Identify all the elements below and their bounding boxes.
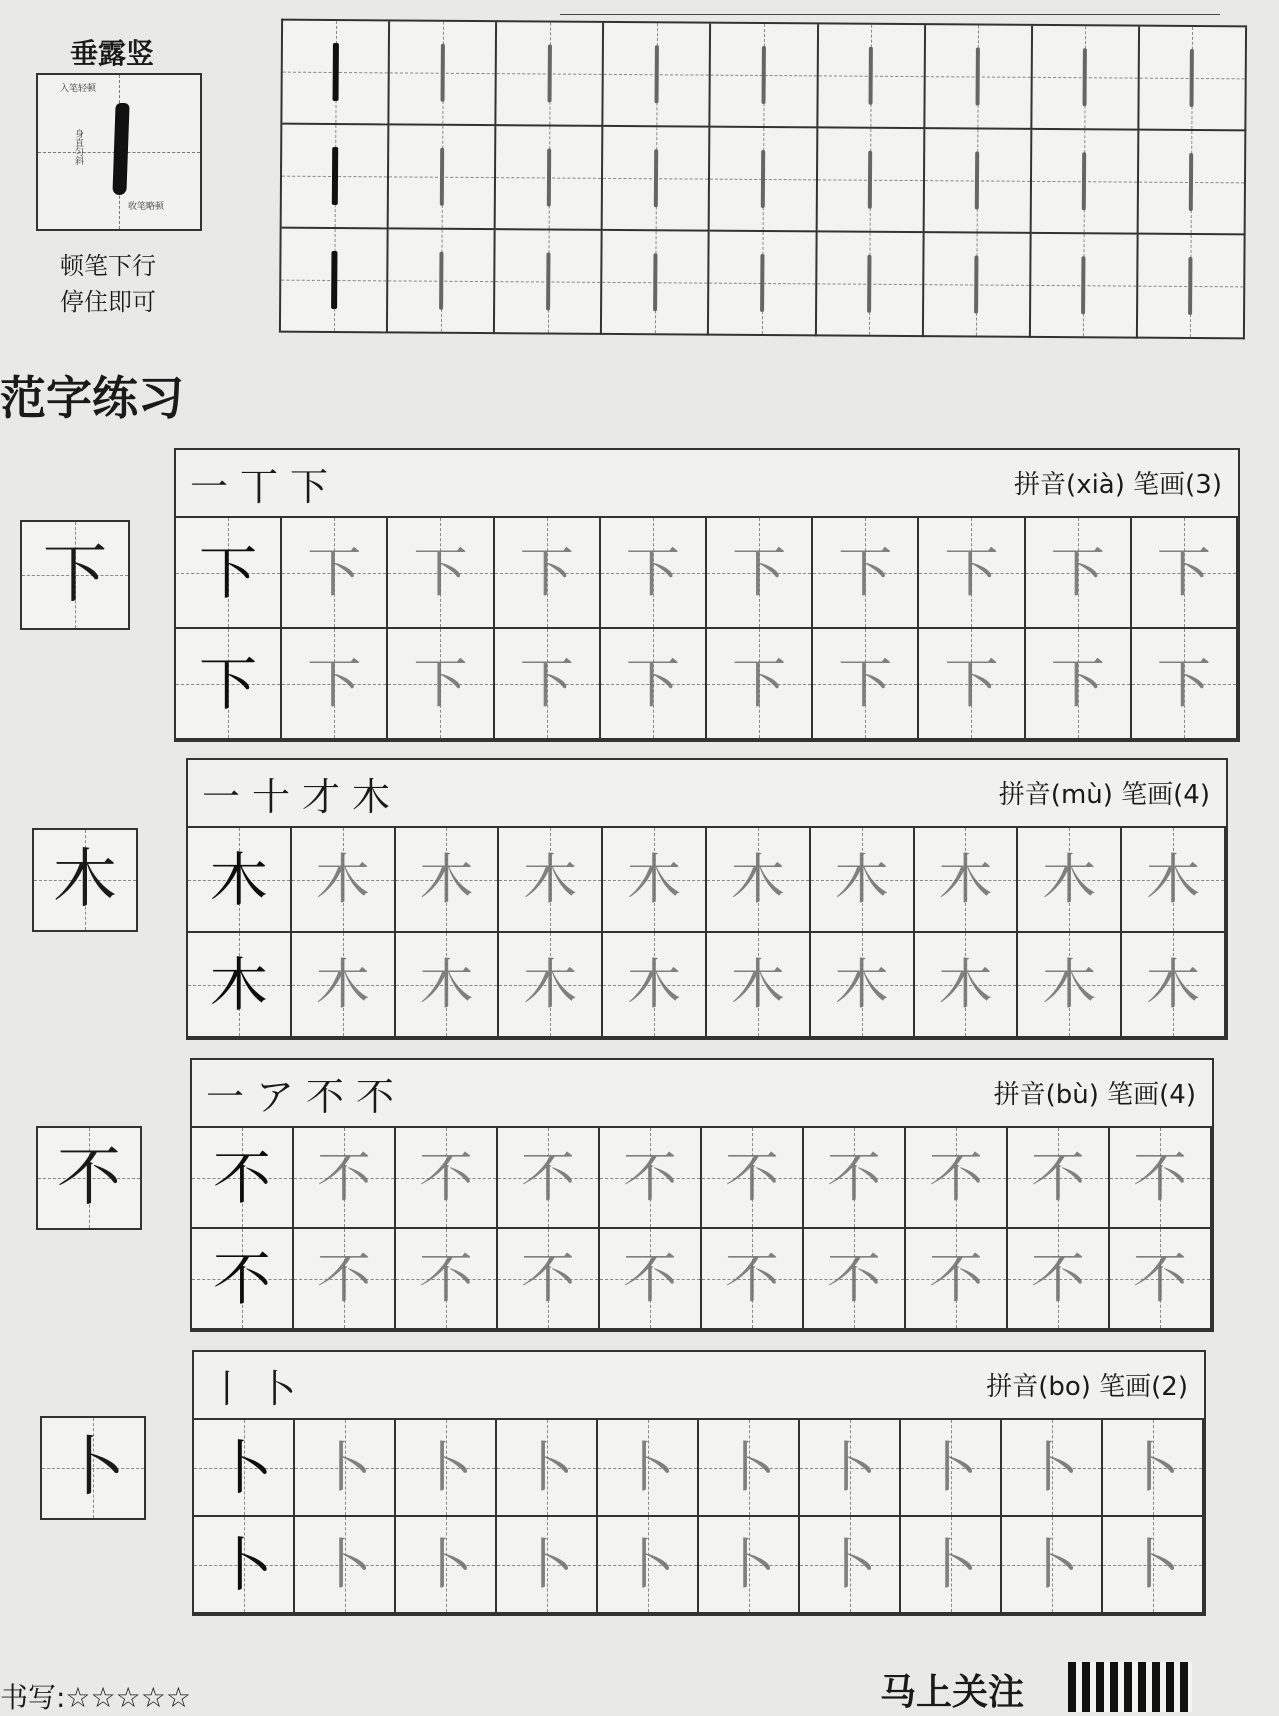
traced-character: 不 [623, 1246, 677, 1310]
practice-cell[interactable] [499, 933, 603, 1038]
traced-character: 下 [732, 540, 787, 604]
vertical-stroke-mark [331, 251, 337, 309]
traced-character: 木 [730, 952, 785, 1016]
traced-character: 卜 [923, 1435, 978, 1499]
practice-cell[interactable] [901, 1517, 1002, 1614]
traced-character: 下 [413, 651, 468, 715]
practice-cell[interactable] [800, 1420, 901, 1517]
practice-cell[interactable] [1002, 1517, 1103, 1614]
stroke-practice-cell[interactable] [1139, 27, 1247, 132]
stroke-order-step: 丨 [208, 1367, 259, 1411]
stroke-count-label: 笔画(2) [1099, 1372, 1188, 1402]
traced-character: 木 [938, 952, 993, 1016]
stroke-practice-cell[interactable] [282, 125, 390, 230]
practice-cell[interactable] [919, 518, 1025, 629]
stroke-name: 垂露竖 [70, 37, 155, 70]
traced-character: 下 [413, 540, 468, 604]
character-practice-grid [192, 1126, 1212, 1330]
stroke-practice-cell[interactable] [711, 24, 819, 129]
traced-character: 木 [834, 952, 889, 1016]
practice-cell[interactable] [699, 1420, 800, 1517]
vertical-stroke-mark [1083, 48, 1087, 106]
practice-panel [174, 448, 1240, 742]
practice-cell[interactable] [1008, 1229, 1110, 1330]
traced-character: 不 [929, 1145, 983, 1209]
traced-character: 木 [730, 847, 785, 911]
traced-character: 下 [838, 540, 893, 604]
stroke-practice-cell[interactable] [710, 128, 818, 233]
practice-cell[interactable] [396, 1420, 497, 1517]
traced-character: 不 [929, 1246, 983, 1310]
practice-cell[interactable] [702, 1128, 804, 1229]
stroke-order-step: 丅 [240, 465, 291, 509]
pinyin-label: 拼音(bù) [993, 1080, 1099, 1110]
traced-character: 木 [627, 847, 682, 911]
previous-section-edge [560, 0, 1220, 15]
traced-character: 不 [827, 1145, 881, 1209]
stroke-practice-cell[interactable] [389, 21, 497, 126]
practice-cell[interactable] [601, 518, 707, 629]
practice-cell[interactable] [396, 1128, 498, 1229]
stroke-practice-cell[interactable] [925, 25, 1033, 130]
stroke-practice-cell[interactable] [389, 125, 497, 230]
stroke-order-step: 十 [252, 775, 303, 819]
follow-label: 马上关注 [880, 1672, 1025, 1713]
practice-cell[interactable] [603, 933, 707, 1038]
stroke-practice-cell[interactable] [604, 23, 712, 128]
traced-character: 不 [521, 1246, 575, 1310]
practice-cell[interactable] [707, 933, 811, 1038]
practice-cell[interactable] [192, 1128, 294, 1229]
vertical-stroke-mark [869, 47, 873, 105]
practice-cell[interactable] [176, 518, 282, 629]
traced-character: 不 [623, 1145, 677, 1209]
traced-character: 木 [938, 847, 993, 911]
traced-character: 下 [944, 540, 999, 604]
practice-cell[interactable] [188, 933, 292, 1038]
vertical-stroke-mark [762, 46, 766, 104]
stroke-order-step: 木 [352, 775, 403, 819]
practice-cell[interactable] [600, 1128, 702, 1229]
practice-cell[interactable] [707, 518, 813, 629]
practice-cell[interactable] [292, 828, 396, 933]
practice-cell[interactable] [603, 828, 707, 933]
traced-character: 木 [419, 847, 474, 911]
practice-cell[interactable] [495, 518, 601, 629]
model-character-box [36, 1126, 142, 1230]
traced-character: 不 [725, 1246, 779, 1310]
vertical-stroke-mark [1190, 49, 1194, 107]
vertical-stroke-mark [974, 255, 978, 313]
section-title: 范字练习 [0, 371, 184, 425]
practice-cell[interactable] [292, 933, 396, 1038]
model-character: 不 [57, 1141, 121, 1215]
practice-cell[interactable] [919, 629, 1025, 740]
practice-cell[interactable] [804, 1229, 906, 1330]
vertical-stroke-mark [976, 47, 980, 105]
traced-character: 不 [725, 1145, 779, 1209]
pinyin-label: 拼音(bo) [986, 1372, 1091, 1402]
sample-character: 木 [209, 845, 268, 914]
stroke-practice-cell[interactable] [495, 230, 603, 335]
traced-character: 下 [307, 651, 362, 715]
stroke-practice-cell[interactable] [1138, 235, 1246, 340]
pinyin-label: 拼音(xià) [1014, 470, 1125, 500]
traced-character: 卜 [519, 1435, 574, 1499]
stroke-practice-cell[interactable] [924, 233, 1032, 338]
practice-cell[interactable] [396, 933, 500, 1038]
traced-character: 卜 [317, 1532, 372, 1596]
traced-character: 不 [317, 1246, 371, 1310]
qr-code-icon[interactable] [1068, 1662, 1192, 1712]
vertical-stroke-mark [1189, 153, 1193, 211]
traced-character: 下 [519, 651, 574, 715]
traced-character: 木 [419, 952, 474, 1016]
practice-cell[interactable] [396, 1517, 497, 1614]
vertical-stroke-mark [975, 151, 979, 209]
stroke-order [208, 1358, 308, 1413]
vertical-stroke-mark [653, 253, 657, 311]
traced-character: 木 [315, 952, 370, 1016]
vertical-stroke-mark [868, 151, 872, 209]
character-info [986, 1366, 1188, 1403]
desc-line-1: 顿笔下行 [60, 252, 156, 280]
model-character-box [32, 828, 138, 932]
practice-cell[interactable] [396, 828, 500, 933]
practice-cell[interactable] [176, 629, 282, 740]
traced-character: 下 [838, 651, 893, 715]
stroke-practice-cell[interactable] [497, 22, 605, 127]
practice-cell[interactable] [282, 629, 388, 740]
stroke-order [202, 766, 402, 821]
stroke-practice-cell[interactable] [818, 24, 926, 129]
traced-character: 卜 [822, 1532, 877, 1596]
traced-character: 卜 [1125, 1532, 1180, 1596]
sample-character: 不 [212, 1244, 271, 1313]
practice-cell[interactable] [1018, 933, 1122, 1038]
practice-cell[interactable] [499, 828, 603, 933]
practice-cell[interactable] [915, 828, 1019, 933]
traced-character: 下 [1050, 651, 1105, 715]
traced-character: 下 [1050, 540, 1105, 604]
traced-character: 木 [1042, 847, 1097, 911]
character-info [994, 1074, 1196, 1111]
character-info [1014, 464, 1222, 501]
vertical-stroke-mark [332, 43, 338, 101]
traced-character: 下 [732, 651, 787, 715]
demo-note-end: 收笔略顿 [128, 202, 165, 212]
practice-cell[interactable] [388, 629, 494, 740]
practice-cell[interactable] [813, 518, 919, 629]
model-character-box [20, 520, 130, 630]
traced-character: 卜 [1024, 1532, 1079, 1596]
practice-cell[interactable] [1103, 1517, 1204, 1614]
practice-cell[interactable] [811, 828, 915, 933]
stroke-practice-cell[interactable] [924, 129, 1032, 234]
traced-character: 下 [625, 651, 680, 715]
practice-cell[interactable] [1008, 1128, 1110, 1229]
vertical-stroke-mark [1081, 256, 1085, 314]
practice-cell[interactable] [396, 1229, 498, 1330]
stroke-practice-cell[interactable] [1138, 131, 1246, 236]
stroke-order-step: 不 [356, 1075, 407, 1119]
traced-character: 卜 [620, 1532, 675, 1596]
traced-character: 卜 [418, 1532, 473, 1596]
practice-cell[interactable] [598, 1517, 699, 1614]
stroke-practice-cell[interactable] [816, 232, 924, 337]
practice-cell[interactable] [600, 1229, 702, 1330]
vertical-stroke-mark [760, 254, 764, 312]
stroke-order-step: 一 [190, 465, 241, 509]
stroke-practice-cell[interactable] [1031, 234, 1139, 339]
practice-cell[interactable] [1110, 1128, 1212, 1229]
traced-character: 不 [1133, 1246, 1187, 1310]
desc-line-2: 停住即可 [60, 288, 156, 316]
demo-note-body: 身直匀斜 [73, 129, 83, 165]
practice-cell[interactable] [194, 1517, 295, 1614]
stroke-count-label: 笔画(4) [1107, 1080, 1196, 1110]
stroke-order-step: 卜 [258, 1367, 309, 1411]
practice-cell[interactable] [1110, 1229, 1212, 1330]
practice-cell[interactable] [906, 1128, 1008, 1229]
traced-character: 木 [1042, 952, 1097, 1016]
practice-cell[interactable] [1132, 629, 1238, 740]
traced-character: 卜 [317, 1435, 372, 1499]
vertical-stroke-mark [439, 252, 443, 310]
stroke-order [206, 1066, 406, 1121]
sample-character: 下 [199, 538, 258, 607]
traced-character: 下 [519, 540, 574, 604]
pinyin-label: 拼音(mù) [998, 780, 1113, 810]
practice-cell[interactable] [1122, 933, 1226, 1038]
traced-character: 不 [827, 1246, 881, 1310]
stroke-practice-cell[interactable] [1031, 130, 1139, 235]
practice-cell[interactable] [192, 1229, 294, 1330]
stroke-practice-cell[interactable] [282, 21, 390, 126]
practice-cell[interactable] [811, 933, 915, 1038]
vertical-stroke-mark [331, 147, 337, 205]
traced-character: 卜 [721, 1435, 776, 1499]
sample-character: 木 [209, 950, 268, 1019]
practice-cell[interactable] [800, 1517, 901, 1614]
stroke-count-label: 笔画(4) [1121, 780, 1210, 810]
stroke-practice-cell[interactable] [709, 232, 817, 337]
character-practice-grid [176, 516, 1238, 740]
traced-character: 卜 [519, 1532, 574, 1596]
practice-cell[interactable] [497, 1420, 598, 1517]
practice-cell[interactable] [295, 1420, 396, 1517]
sample-character: 下 [199, 649, 258, 718]
traced-character: 下 [944, 651, 999, 715]
vertical-stroke-mark [1082, 152, 1086, 210]
traced-character: 木 [523, 847, 578, 911]
traced-character: 不 [419, 1145, 473, 1209]
traced-character: 卜 [822, 1435, 877, 1499]
stroke-order-step: ア [256, 1075, 307, 1119]
practice-panel [186, 758, 1228, 1040]
vertical-stroke-mark [547, 148, 551, 206]
traced-character: 不 [419, 1246, 473, 1310]
practice-cell[interactable] [1122, 828, 1226, 933]
practice-cell[interactable] [1026, 629, 1132, 740]
practice-cell[interactable] [495, 629, 601, 740]
stroke-count-label: 笔画(3) [1133, 470, 1222, 500]
demo-note-start: 入笔轻顿 [60, 84, 97, 94]
stroke-practice-cell[interactable] [496, 126, 604, 231]
stroke-order-step: 一 [206, 1075, 257, 1119]
practice-cell[interactable] [188, 828, 292, 933]
practice-cell[interactable] [702, 1229, 804, 1330]
traced-character: 不 [1031, 1145, 1085, 1209]
vertical-stroke-illustration [112, 103, 129, 195]
traced-character: 木 [1146, 847, 1201, 911]
traced-character: 木 [523, 952, 578, 1016]
practice-cell[interactable] [601, 629, 707, 740]
practice-cell[interactable] [498, 1229, 600, 1330]
traced-character: 木 [1146, 952, 1201, 1016]
practice-cell[interactable] [1018, 828, 1122, 933]
traced-character: 下 [1156, 651, 1211, 715]
practice-cell[interactable] [282, 518, 388, 629]
traced-character: 卜 [1125, 1435, 1180, 1499]
traced-character: 不 [317, 1145, 371, 1209]
vertical-stroke-mark [440, 44, 444, 102]
practice-panel [190, 1058, 1214, 1332]
traced-character: 卜 [418, 1435, 473, 1499]
practice-cell[interactable] [294, 1229, 396, 1330]
traced-character: 不 [521, 1145, 575, 1209]
practice-cell[interactable] [813, 629, 919, 740]
practice-cell[interactable] [906, 1229, 1008, 1330]
model-character-box [40, 1416, 146, 1520]
stroke-practice-cell[interactable] [388, 229, 496, 334]
stroke-practice-cell[interactable] [603, 127, 711, 232]
character-practice-grid [188, 826, 1226, 1038]
vertical-stroke-mark [439, 148, 443, 206]
model-character: 卜 [61, 1431, 125, 1505]
practice-cell[interactable] [707, 629, 813, 740]
vertical-stroke-mark [867, 255, 871, 313]
stroke-demo-box [36, 73, 202, 231]
practice-cell[interactable] [1103, 1420, 1204, 1517]
practice-cell[interactable] [707, 828, 811, 933]
stroke-order-step: 一 [202, 775, 253, 819]
stroke-order-step: 下 [290, 465, 341, 509]
practice-cell[interactable] [598, 1420, 699, 1517]
vertical-stroke-mark [1188, 257, 1192, 315]
vertical-stroke-mark [547, 44, 551, 102]
traced-character: 下 [307, 540, 362, 604]
stroke-practice-cell[interactable] [1032, 26, 1140, 131]
vertical-stroke-mark [654, 149, 658, 207]
practice-panel [192, 1350, 1206, 1616]
practice-cell[interactable] [901, 1420, 1002, 1517]
practice-cell[interactable] [1132, 518, 1238, 629]
practice-cell[interactable] [388, 518, 494, 629]
traced-character: 卜 [923, 1532, 978, 1596]
traced-character: 木 [834, 847, 889, 911]
practice-cell[interactable] [915, 933, 1019, 1038]
stroke-practice-grid [279, 19, 1247, 340]
traced-character: 卜 [1024, 1435, 1079, 1499]
model-character: 木 [53, 843, 117, 917]
stroke-order-step: 不 [306, 1075, 357, 1119]
sample-character: 卜 [214, 1530, 273, 1599]
rating-label: 书写:☆☆☆☆☆ [0, 1681, 191, 1714]
practice-cell[interactable] [497, 1517, 598, 1614]
stroke-order [190, 456, 340, 511]
stroke-practice-cell[interactable] [817, 128, 925, 233]
traced-character: 木 [627, 952, 682, 1016]
character-info [999, 774, 1210, 811]
practice-cell[interactable] [699, 1517, 800, 1614]
vertical-stroke-mark [761, 150, 765, 208]
sample-character: 卜 [214, 1433, 273, 1502]
traced-character: 卜 [620, 1435, 675, 1499]
practice-cell[interactable] [295, 1517, 396, 1614]
stroke-order-step: 才 [302, 775, 353, 819]
practice-cell[interactable] [194, 1420, 295, 1517]
vertical-stroke-mark [546, 252, 550, 310]
traced-character: 卜 [721, 1532, 776, 1596]
practice-cell[interactable] [804, 1128, 906, 1229]
vertical-stroke-mark [654, 45, 658, 103]
practice-cell[interactable] [294, 1128, 396, 1229]
stroke-practice-cell[interactable] [281, 229, 389, 334]
model-character: 下 [43, 538, 107, 612]
practice-cell[interactable] [498, 1128, 600, 1229]
traced-character: 木 [315, 847, 370, 911]
traced-character: 下 [1156, 540, 1211, 604]
traced-character: 不 [1031, 1246, 1085, 1310]
stroke-practice-cell[interactable] [602, 231, 710, 336]
practice-cell[interactable] [1002, 1420, 1103, 1517]
traced-character: 不 [1133, 1145, 1187, 1209]
sample-character: 不 [212, 1143, 271, 1212]
traced-character: 下 [625, 540, 680, 604]
practice-cell[interactable] [1026, 518, 1132, 629]
stroke-description [60, 248, 190, 320]
character-practice-grid [194, 1418, 1204, 1614]
